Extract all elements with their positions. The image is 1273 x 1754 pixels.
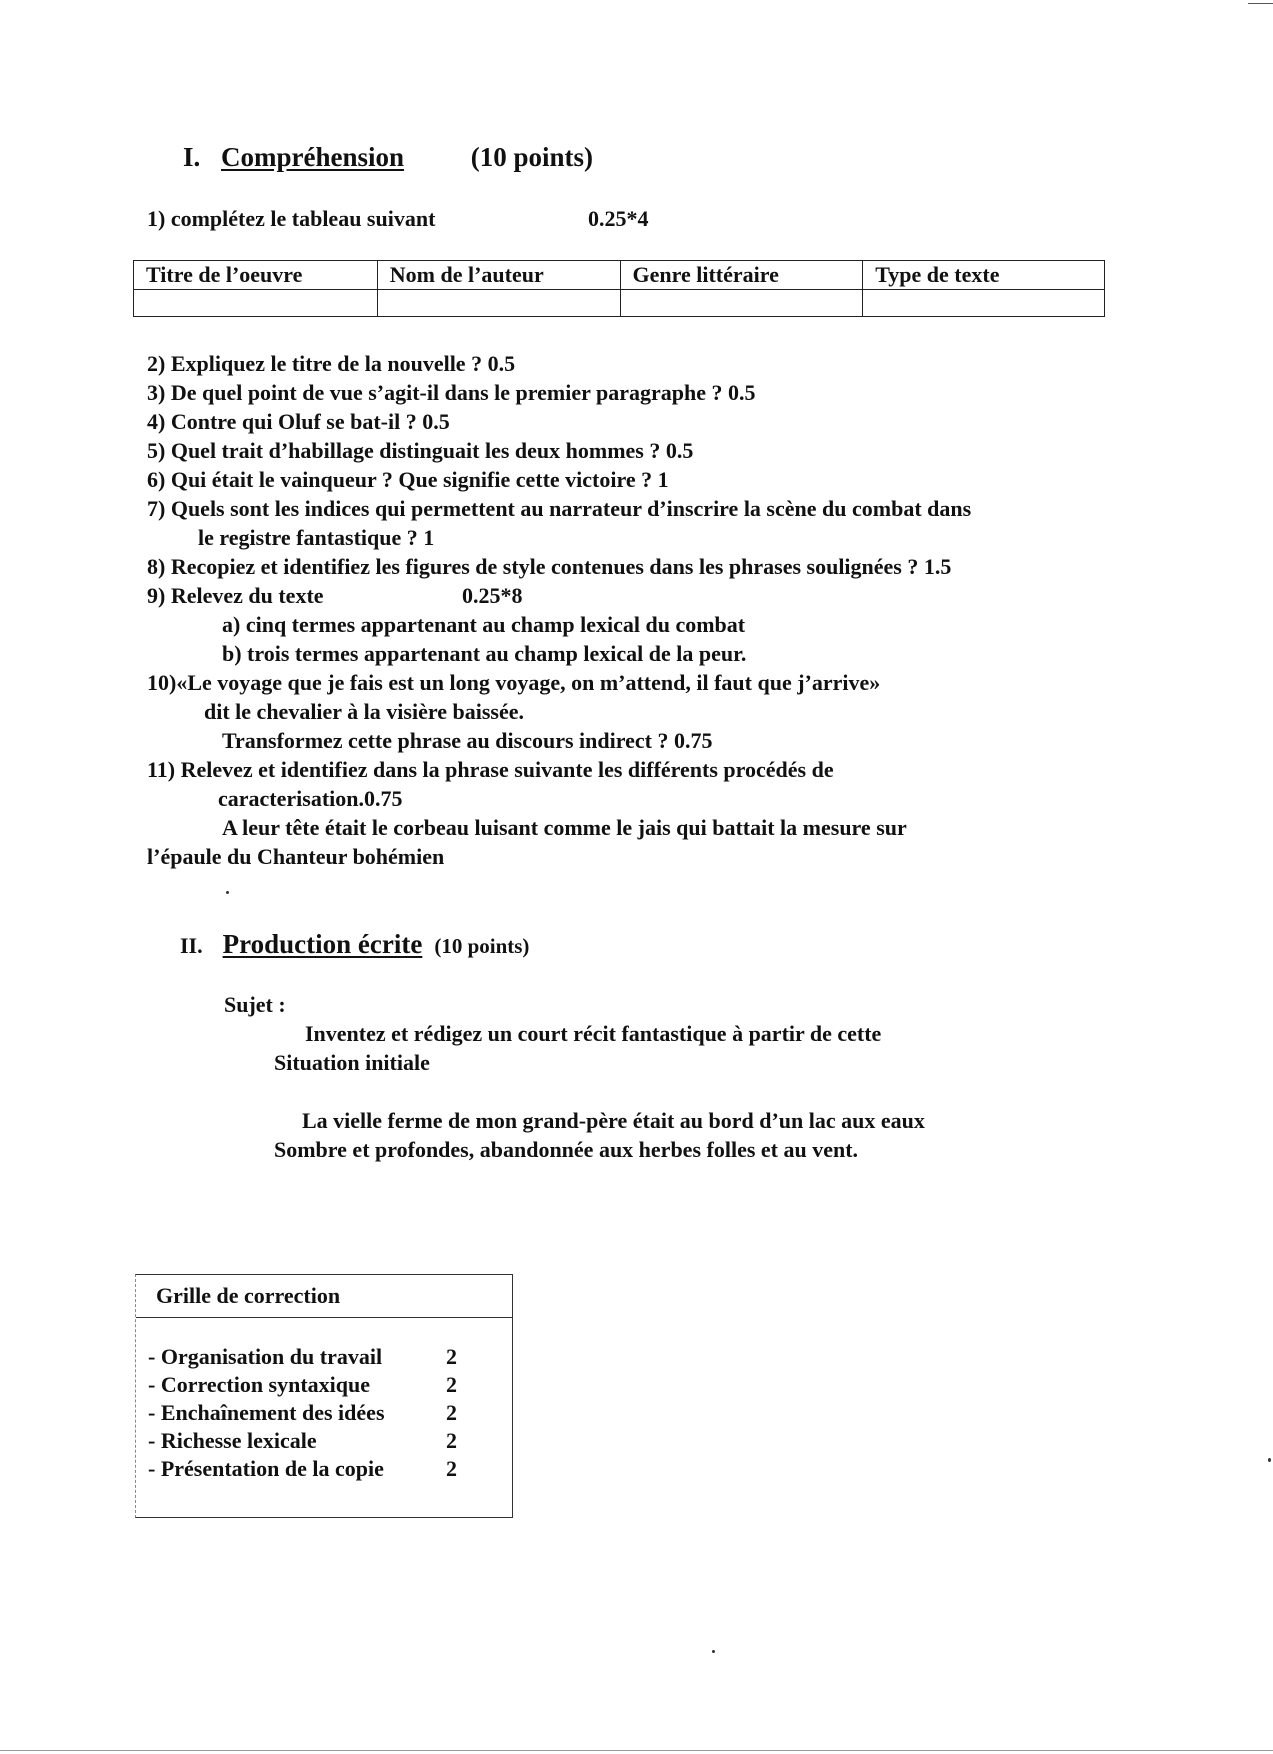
grille-item-points: 2 (446, 1428, 457, 1453)
scan-bottom-line (0, 1750, 1273, 1751)
grille-item-label: - Présentation de la copie (148, 1456, 384, 1481)
grille-item-points: 2 (446, 1456, 457, 1481)
sujet-label: Sujet : (224, 992, 286, 1017)
section2-numeral: II. (180, 933, 203, 958)
grille-item (148, 1371, 512, 1399)
grille-items (136, 1318, 512, 1483)
question-9-score: 0.25*8 (462, 583, 523, 608)
completion-table (133, 260, 1105, 317)
section2-points: (10 points) (434, 934, 530, 958)
question-9a: a) cinq termes appartenant au champ lexical du combat (222, 612, 746, 637)
question-5: 5) Quel trait d’habillage distinguait les deux hommes ? 0.5 (147, 438, 694, 463)
table-answer-cell[interactable] (134, 290, 378, 317)
table-header-row (134, 261, 1105, 290)
q1-score: 0.25*4 (588, 206, 649, 231)
grille-item (148, 1455, 512, 1483)
grille-item-points: 2 (446, 1372, 457, 1397)
scan-speck (226, 891, 229, 894)
grille-correction-box (135, 1274, 513, 1518)
table-header-cell: Titre de l’oeuvre (134, 261, 378, 290)
question-2: 2) Expliquez le titre de la nouvelle ? 0.5 (147, 351, 516, 376)
question-10-line1: 10)«Le voyage que je fais est un long voyage, on m’attend, il faut que j’arrive» (147, 670, 881, 695)
section1-title: Compréhension (221, 142, 405, 172)
section2-heading (180, 929, 529, 960)
section1-numeral: I. (183, 142, 201, 172)
table-answer-row (134, 290, 1105, 317)
question-8: 8) Recopiez et identifiez les figures de style contenues dans les phrases soulignées ? 1.5 (147, 554, 952, 579)
question-11-line3: A leur tête était le corbeau luisant comme le jais qui battait la mesure sur (222, 815, 907, 840)
scan-speck (712, 1650, 715, 1653)
question-3: 3) De quel point de vue s’agit-il dans le premier paragraphe ? 0.5 (147, 380, 756, 405)
table-header-cell: Genre littéraire (620, 261, 863, 290)
sujet-line2: Situation initiale (274, 1050, 430, 1075)
question-10-line2: dit le chevalier à la visière baissée. (204, 699, 524, 724)
q1-label: 1) complétez le tableau suivant (147, 206, 436, 231)
grille-item-points: 2 (446, 1400, 457, 1425)
sujet-line3: La vielle ferme de mon grand-père était au bord d’un lac aux eaux (302, 1108, 925, 1133)
scan-top-mark (1248, 3, 1273, 4)
grille-item (148, 1427, 512, 1455)
question-9: 9) Relevez du texte (147, 583, 324, 608)
question-11-line1: 11) Relevez et identifiez dans la phrase suivante les différents procédés de (147, 757, 834, 782)
table-header-cell: Type de texte (863, 261, 1105, 290)
table-answer-cell[interactable] (377, 290, 620, 317)
sujet-line4: Sombre et profondes, abandonnée aux herbes folles et au vent. (274, 1137, 859, 1162)
sujet-line1: Inventez et rédigez un court récit fantastique à partir de cette (305, 1021, 882, 1046)
scan-speck (1268, 1458, 1271, 1462)
question-11-line4: l’épaule du Chanteur bohémien (147, 844, 445, 869)
question-6: 6) Qui était le vainqueur ? Que signifie cette victoire ? 1 (147, 467, 669, 492)
question-11-line2: caracterisation.0.75 (218, 786, 403, 811)
question-9b: b) trois termes appartenant au champ lexical de la peur. (222, 641, 747, 666)
grille-item-label: - Organisation du travail (148, 1344, 383, 1369)
grille-item (148, 1343, 512, 1371)
grille-title: Grille de correction (136, 1275, 512, 1318)
question-4: 4) Contre qui Oluf se bat-il ? 0.5 (147, 409, 450, 434)
table-answer-cell[interactable] (863, 290, 1105, 317)
grille-item (148, 1399, 512, 1427)
table-answer-cell[interactable] (620, 290, 863, 317)
question-10-line3: Transformez cette phrase au discours indirect ? 0.75 (222, 728, 713, 753)
grille-item-label: - Richesse lexicale (148, 1428, 317, 1453)
grille-item-label: - Correction syntaxique (148, 1372, 371, 1397)
grille-item-label: - Enchaînement des idées (148, 1400, 385, 1425)
section1-points: (10 points) (470, 142, 594, 172)
grille-item-points: 2 (446, 1344, 457, 1369)
table-header-cell: Nom de l’auteur (377, 261, 620, 290)
question-7-line1: 7) Quels sont les indices qui permettent au narrateur d’inscrire la scène du combat dans (147, 496, 972, 521)
section2-title: Production écrite (222, 929, 423, 959)
section1-heading (183, 142, 593, 173)
question-7-line2: le registre fantastique ? 1 (198, 525, 435, 550)
